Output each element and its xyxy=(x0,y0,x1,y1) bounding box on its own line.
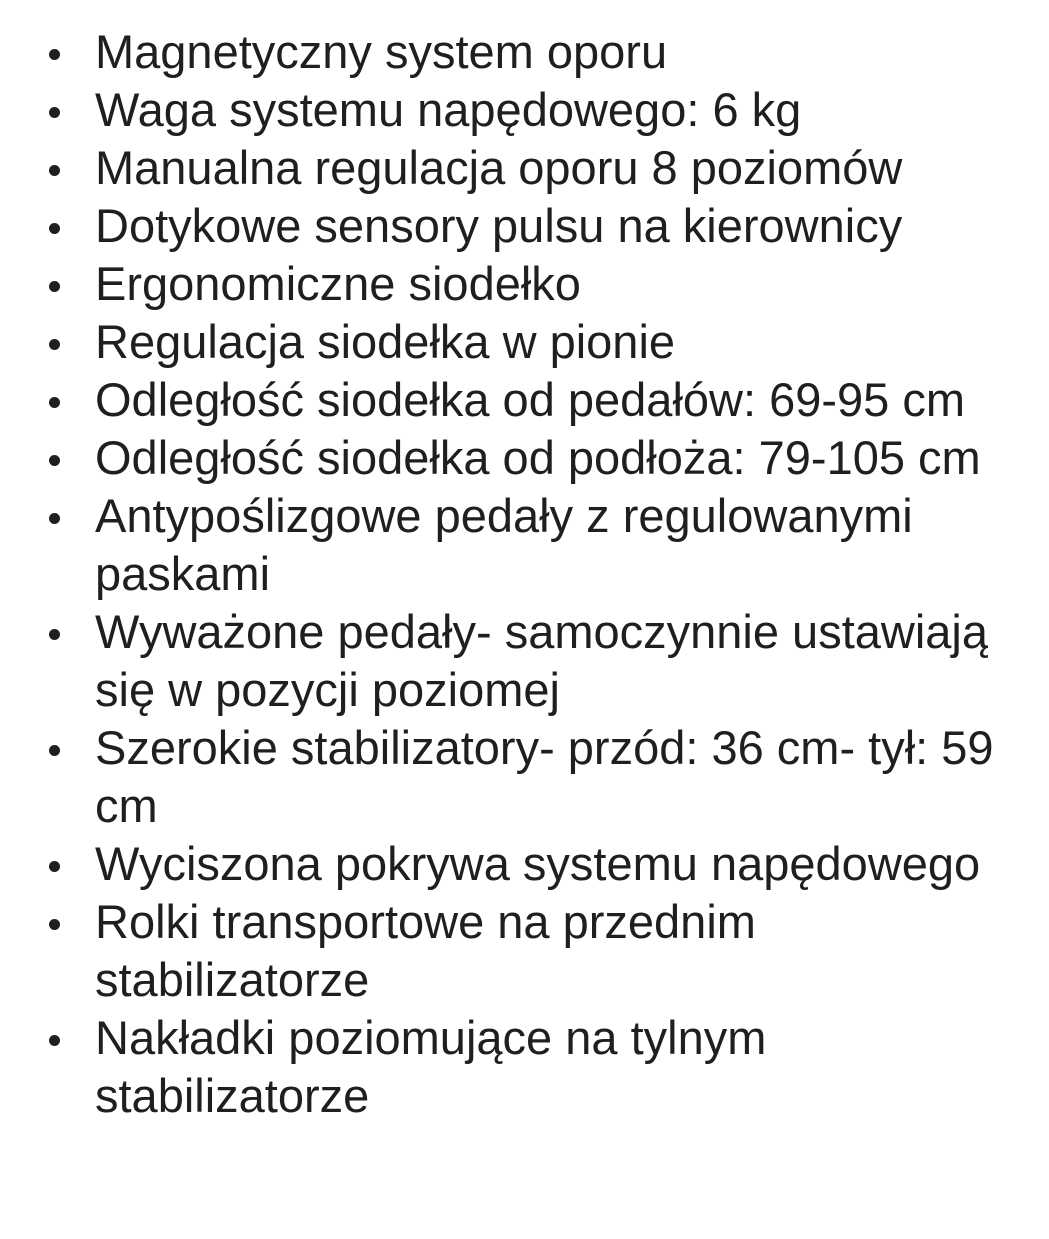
bullet-icon xyxy=(49,745,60,756)
list-item xyxy=(0,197,1049,255)
bullet-icon xyxy=(49,339,60,350)
feature-text: Szerokie stabilizatory- przód: 36 cm- tył: 59 cm xyxy=(95,721,994,832)
list-item xyxy=(0,487,1049,603)
list-item xyxy=(0,429,1049,487)
list-item xyxy=(0,23,1049,81)
feature-text: Dotykowe sensory pulsu na kierownicy xyxy=(95,199,903,252)
feature-text: Antypoślizgowe pedały z regulowanymi paskami xyxy=(95,489,913,600)
bullet-icon xyxy=(49,165,60,176)
feature-list xyxy=(0,23,1049,1125)
list-item xyxy=(0,139,1049,197)
bullet-icon xyxy=(49,223,60,234)
feature-text: Odległość siodełka od podłoża: 79-105 cm xyxy=(95,431,981,484)
list-item xyxy=(0,835,1049,893)
feature-text: Wyważone pedały- samoczynnie ustawiają się w pozycji poziomej xyxy=(95,605,988,716)
list-item xyxy=(0,255,1049,313)
list-item xyxy=(0,313,1049,371)
bullet-icon xyxy=(49,629,60,640)
list-item xyxy=(0,81,1049,139)
bullet-icon xyxy=(49,455,60,466)
bullet-icon xyxy=(49,861,60,872)
bullet-icon xyxy=(49,397,60,408)
bullet-icon xyxy=(49,919,60,930)
list-item xyxy=(0,371,1049,429)
feature-text: Magnetyczny system oporu xyxy=(95,25,668,78)
feature-text: Wyciszona pokrywa systemu napędowego xyxy=(95,837,981,890)
feature-text: Regulacja siodełka w pionie xyxy=(95,315,676,368)
bullet-icon xyxy=(49,281,60,292)
bullet-icon xyxy=(49,49,60,60)
list-item xyxy=(0,719,1049,835)
feature-text: Ergonomiczne siodełko xyxy=(95,257,581,310)
bullet-icon xyxy=(49,1035,60,1046)
bullet-icon xyxy=(49,107,60,118)
feature-text: Manualna regulacja oporu 8 poziomów xyxy=(95,141,903,194)
list-item xyxy=(0,1009,1049,1125)
feature-text: Rolki transportowe na przednim stabilizatorze xyxy=(95,895,756,1006)
list-item xyxy=(0,893,1049,1009)
feature-text: Odległość siodełka od pedałów: 69-95 cm xyxy=(95,373,966,426)
list-item xyxy=(0,603,1049,719)
feature-text: Nakładki poziomujące na tylnym stabilizatorze xyxy=(95,1011,767,1122)
bullet-icon xyxy=(49,513,60,524)
feature-text: Waga systemu napędowego: 6 kg xyxy=(95,83,802,136)
